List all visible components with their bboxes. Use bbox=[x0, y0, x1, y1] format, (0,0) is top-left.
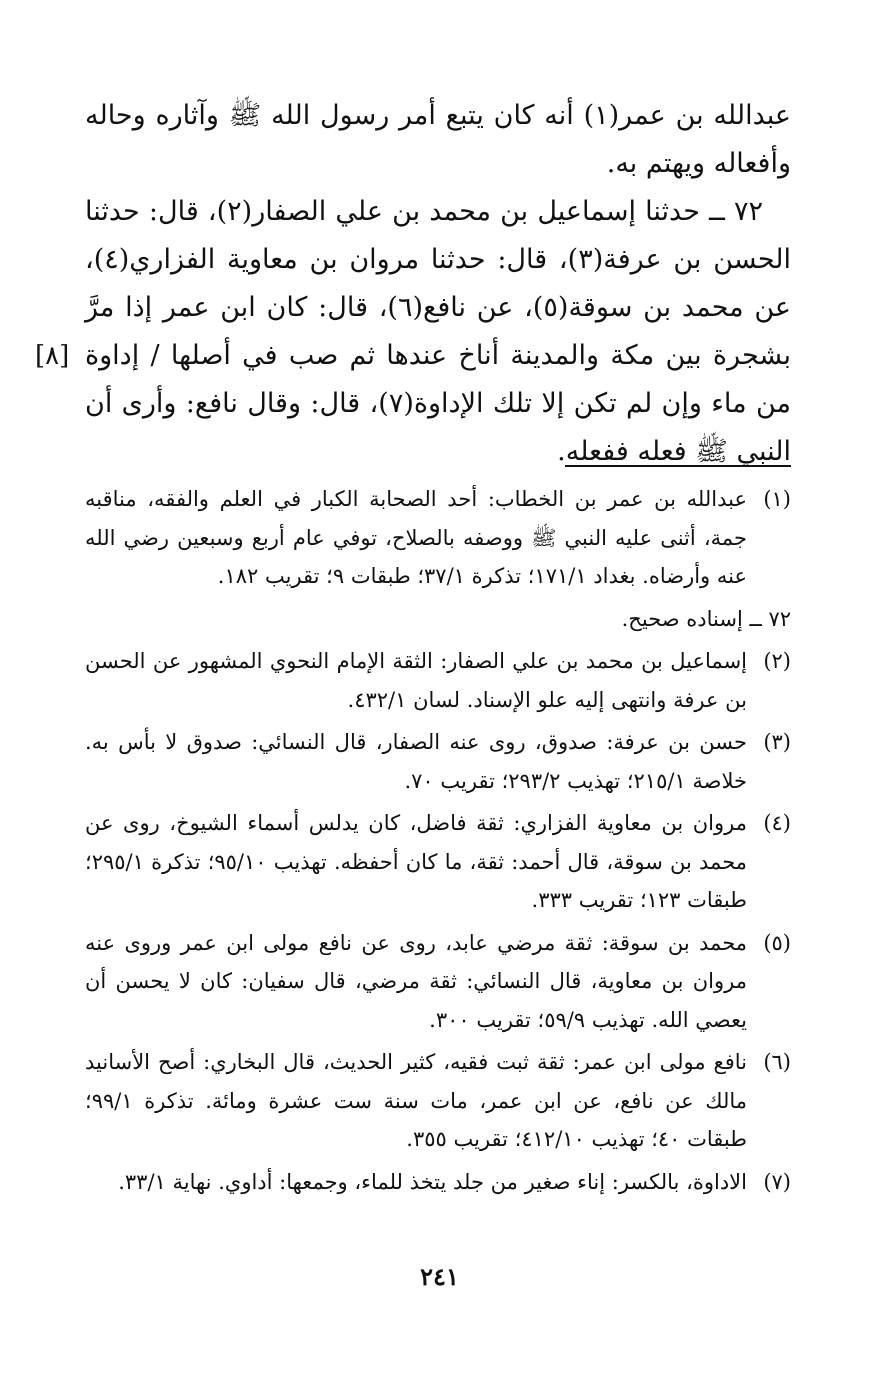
footnote-text: عبدالله بن عمر بن الخطاب: أحد الصحابة الكبار في العلم والفقه، مناقبه جمة، أثنى عليه النبي ﷺ ووصفه بالصلاح، توفي عام أربع وسبعين رضي الله عنه وأرضاه. بغداد ١٧١/١؛ تذكرة ٣٧/١؛ طبقات ٩؛ تقريب ١٨٢. bbox=[85, 487, 747, 588]
footnote-text: مروان بن معاوية الفزاري: ثقة فاضل، كان يدلس أسماء الشيوخ، روى عن محمد بن سوقة، قال أحمد: ثقة، ما كان أحفظه. تهذيب ٩٥/١٠؛ تذكرة ٢٩٥/١؛ طبقات ١٢٣؛ تقريب ٣٣٣. bbox=[85, 811, 747, 912]
footnote-text: حسن بن عرفة: صدوق، روى عنه الصفار، قال النسائي: صدوق لا بأس به. خلاصة ٢١٥/١؛ تهذيب ٢٩٣/٢؛ تقريب ٧٠. bbox=[85, 730, 747, 793]
footnote-6 bbox=[85, 1043, 791, 1159]
footnote-number: (٥) bbox=[763, 930, 791, 955]
footnote-number: (٦) bbox=[763, 1050, 791, 1074]
paragraph-hadith-72: ٧٢ ــ حدثنا إسماعيل بن محمد بن علي الصفار(٢)، قال: حدثنا الحسن بن عرفة(٣)، قال: حدثنا مروان بن معاوية الفزاري(٤)، عن محمد بن سوقة(٥)، عن نافع(٦)، قال: كان ابن عمر إذا مرَّ بشجرة بين مكة والمدينة أناخ عندها ثم صب في أصلها / إداوة من ماء وإن لم تكن إلا تلك الإداوة(٧)، قال: وقال نافع: وأرى أن النبي ﷺ فعله ففعله. bbox=[85, 196, 792, 467]
footnote-4 bbox=[85, 804, 791, 920]
footnote-3 bbox=[85, 723, 791, 800]
paragraph-intro: عبدالله بن عمر(١) أنه كان يتبع أمر رسول الله ﷺ وآثاره وحاله وأفعاله ويهتم به. bbox=[85, 100, 791, 179]
folio-marker: [٨] bbox=[35, 341, 70, 371]
footnotes bbox=[85, 480, 791, 1205]
page-number: ٢٤١ bbox=[420, 1262, 459, 1291]
footnote-text: محمد بن سوقة: ثقة مرضي عابد، روى عن نافع مولى ابن عمر وروى عنه مروان بن معاوية، قال النسائي: ثقة مرضي، قال سفيان: كان لا يحسن أن يعصي الله. تهذيب ٥٩/٩؛ تقريب ٣٠٠. bbox=[85, 930, 747, 1032]
footnote-number: (٧) bbox=[763, 1169, 791, 1194]
footnote-text: إسماعيل بن محمد بن علي الصفار: الثقة الإمام النحوي المشهور عن الحسن بن عرفة وانتهى إليه علو الإسناد. لسان ٤٣٢/١. bbox=[85, 649, 747, 712]
footnote-text: نافع مولى ابن عمر: ثقة ثبت فقيه، كثير الحديث، قال البخاري: أصح الأسانيد مالك عن نافع، عن ابن عمر، مات سنة ست عشرة ومائة. تذكرة ٩٩/١؛ طبقات ٤٠؛ تهذيب ٤١٢/١٠؛ تقريب ٣٥٥. bbox=[85, 1050, 747, 1151]
footnote-number: (١) bbox=[763, 487, 791, 511]
footnote-5 bbox=[85, 924, 791, 1040]
footnote-divider bbox=[565, 465, 791, 467]
footnote-number: (٣) bbox=[763, 730, 791, 754]
footnote-7 bbox=[85, 1163, 791, 1202]
footnote-section-72: ٧٢ ــ إسناده صحيح. bbox=[621, 606, 791, 631]
footnote-text: الاداوة، بالكسر: إناء صغير من جلد يتخذ للماء، وجمعها: أداوي. نهاية ٣٣/١. bbox=[118, 1169, 747, 1194]
footnote-number: (٢) bbox=[763, 649, 791, 673]
footnote-1 bbox=[85, 480, 791, 596]
footnote-2 bbox=[85, 642, 791, 719]
footnote-number: (٤) bbox=[763, 811, 791, 835]
main-text bbox=[35, 92, 792, 476]
